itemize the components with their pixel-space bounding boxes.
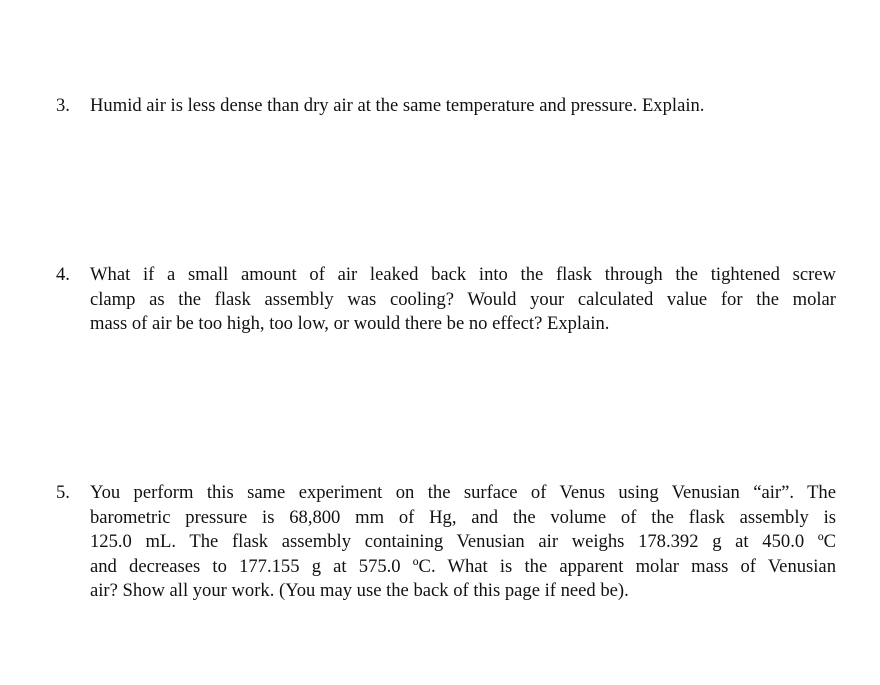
question-5 bbox=[56, 481, 836, 604]
question-line: mass of air be too high, too low, or would there be no effect? Explain. bbox=[90, 313, 610, 334]
question-3 bbox=[56, 94, 836, 119]
question-line: What if a small amount of air leaked back into the flask through the tightened screw bbox=[90, 264, 836, 285]
question-line: You perform this same experiment on the surface of Venus using Venusian “air”. The bbox=[90, 482, 836, 503]
question-text bbox=[90, 263, 836, 337]
question-line: air? Show all your work. (You may use the back of this page if need be). bbox=[90, 580, 629, 601]
question-line: barometric pressure is 68,800 mm of Hg, and the volume of the flask assembly is bbox=[90, 506, 836, 528]
question-line: Humid air is less dense than dry air at the same temperature and pressure. Explain. bbox=[90, 95, 705, 116]
question-line: and decreases to 177.155 g at 575.0 ºC. What is the apparent molar mass of Venusian bbox=[90, 555, 836, 577]
question-line: 125.0 mL. The flask assembly containing Venusian air weighs 178.392 g at 450.0 ºC bbox=[90, 531, 836, 552]
question-text bbox=[90, 481, 836, 604]
question-number: 5. bbox=[56, 482, 70, 503]
question-4 bbox=[56, 263, 836, 337]
question-number: 4. bbox=[56, 264, 70, 285]
question-text bbox=[90, 94, 836, 119]
question-number: 3. bbox=[56, 95, 70, 116]
question-line: clamp as the flask assembly was cooling? Would your calculated value for the molar bbox=[90, 288, 836, 310]
